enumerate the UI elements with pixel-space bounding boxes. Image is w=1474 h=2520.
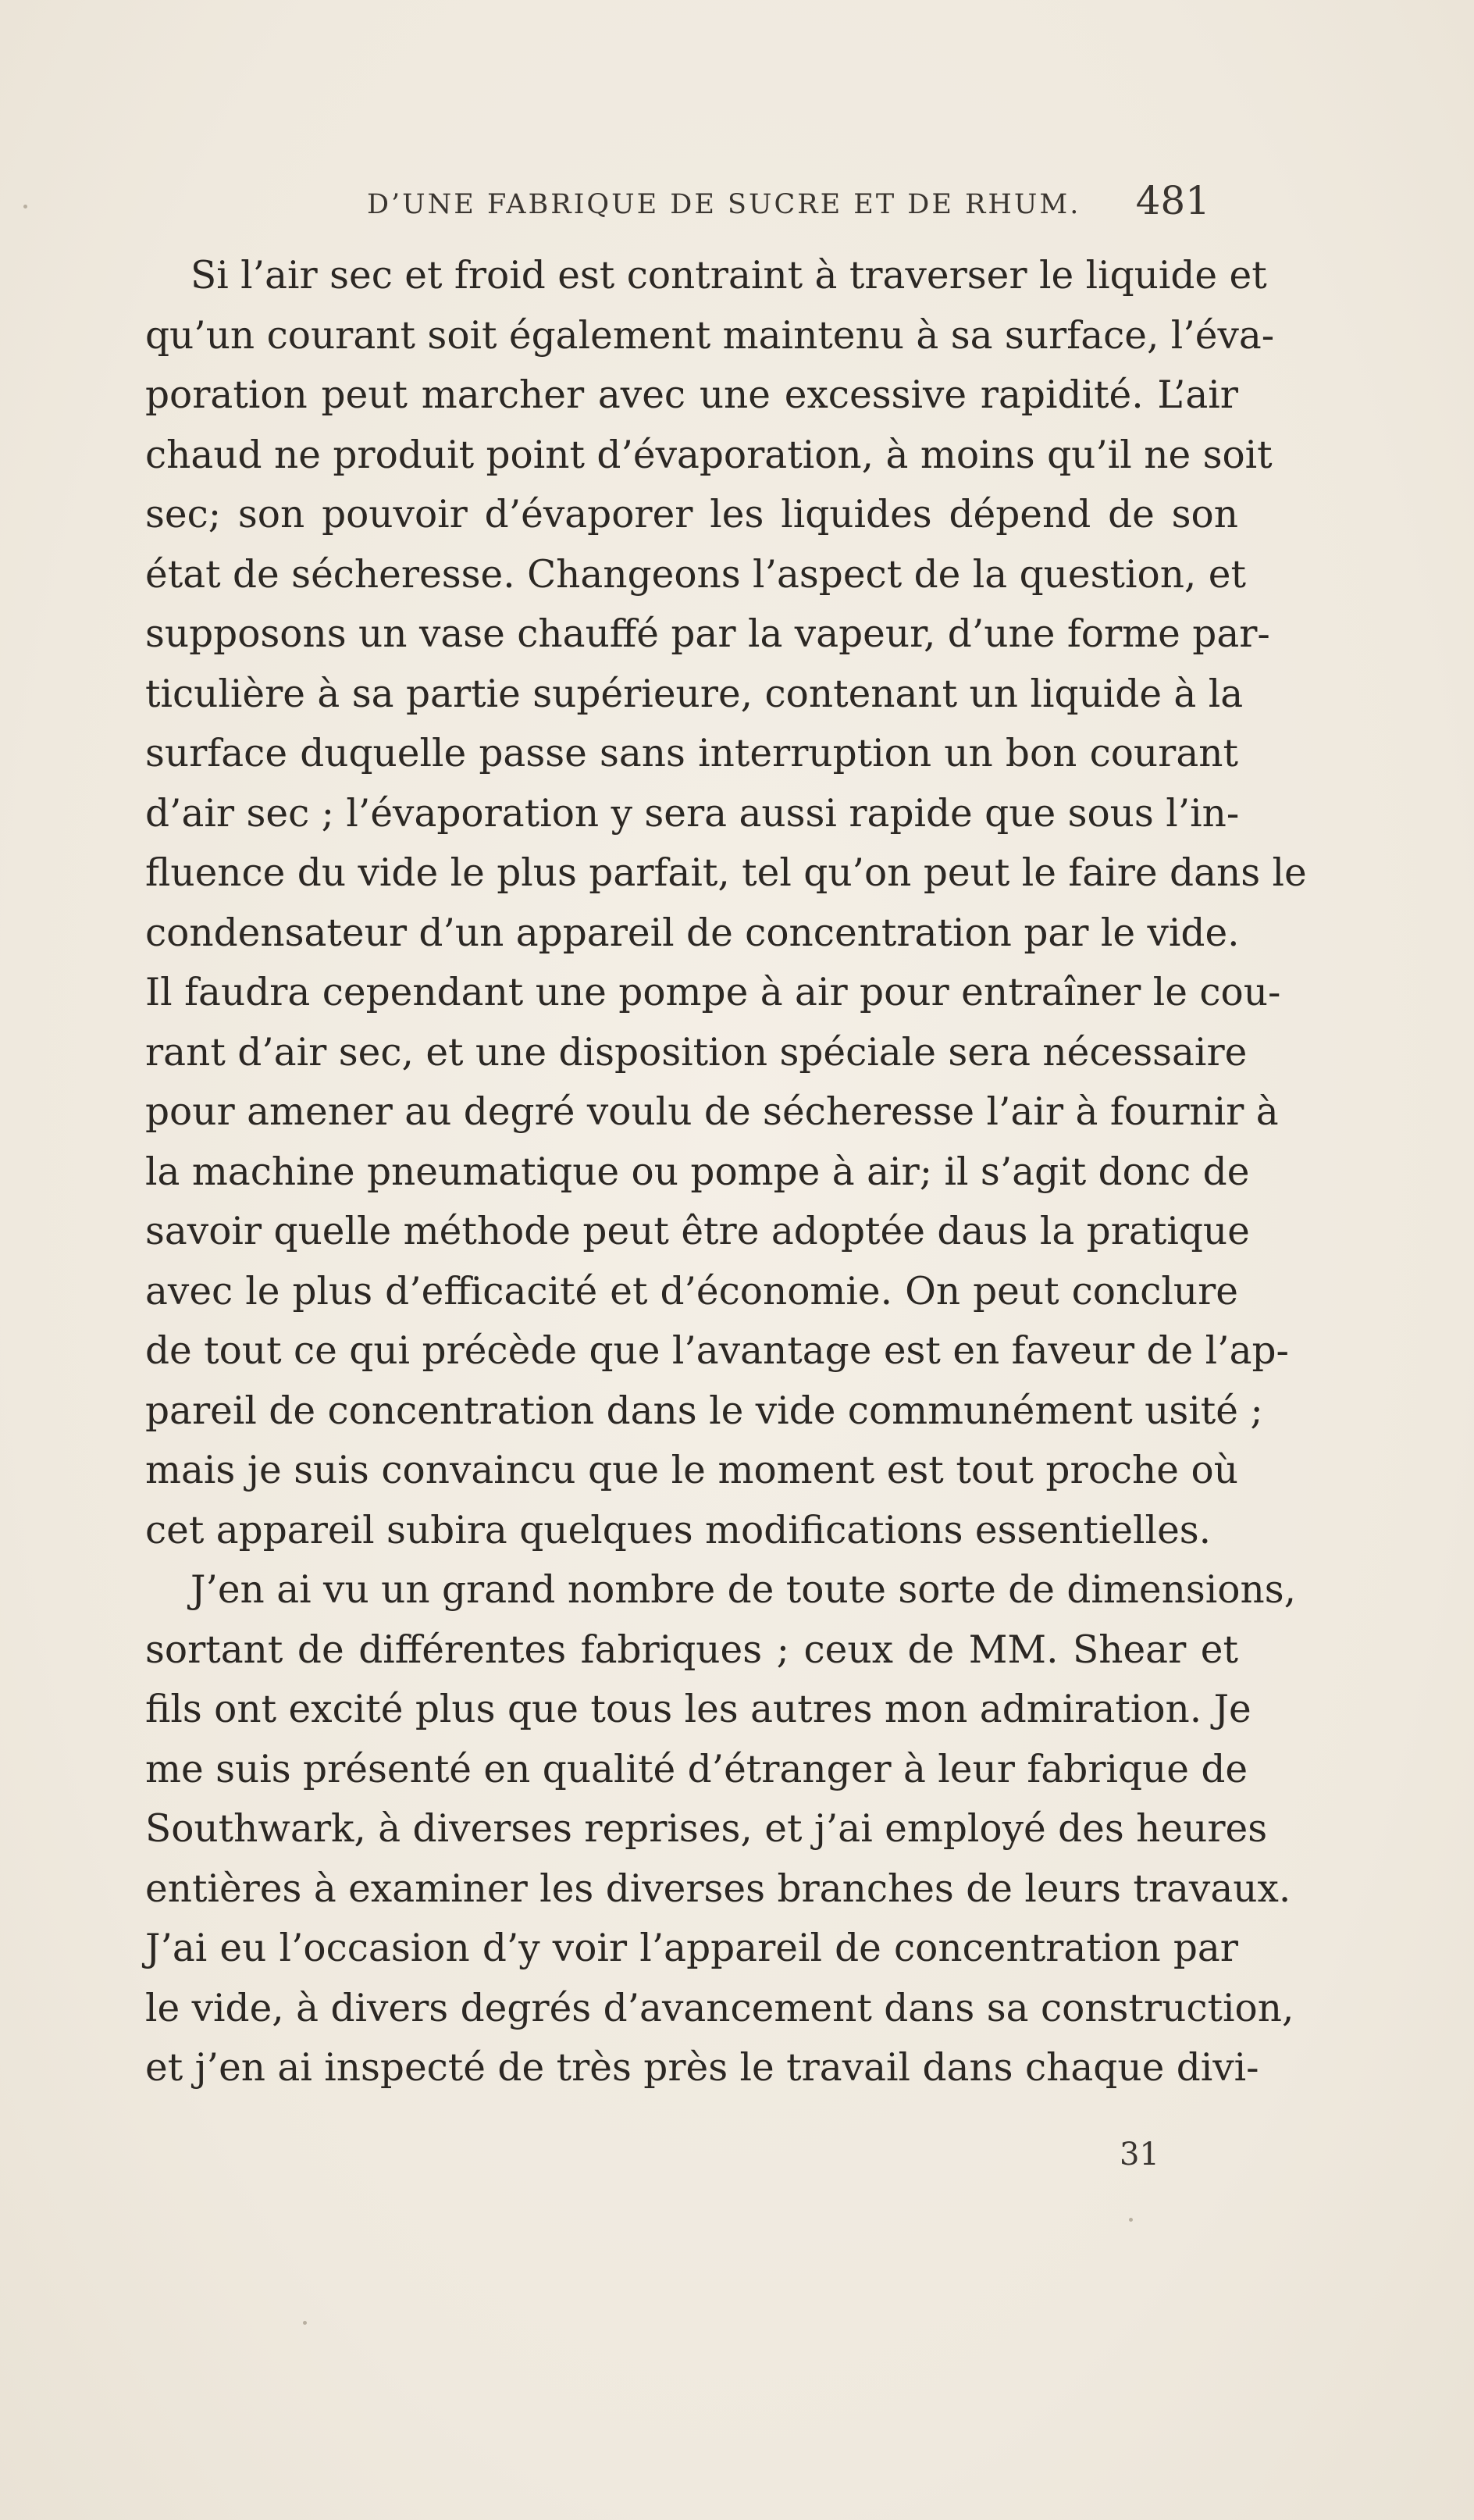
text-line: pour amener au degré voulu de sécheresse l’air à fournir à (145, 1090, 1279, 1134)
text-line: la machine pneumatique ou pompe à air; il s’agit donc de (145, 1150, 1250, 1194)
text-line: qu’un courant soit également maintenu à sa surface, l’éva- (145, 313, 1275, 358)
text-line: d’air sec ; l’évaporation y sera aussi rapide que sous l’in- (145, 791, 1240, 836)
text-line: poration peut marcher avec une excessive rapidité. L’air (145, 373, 1238, 417)
text-line: savoir quelle méthode peut être adoptée daus la pratique (145, 1210, 1250, 1253)
text-line: surface duquelle passe sans interruption un bon courant (145, 732, 1238, 775)
text-line: mais je suis convaincu que le moment est tout proche où (145, 1449, 1238, 1492)
text-line: supposons un vase chauffé par la vapeur, d’une forme par- (145, 612, 1270, 656)
text-line: J’en ai vu un grand nombre de toute sorte de dimensions, (190, 1568, 1296, 1612)
body-text (145, 246, 1307, 2098)
text-line: J’ai eu l’occasion d’y voir l’appareil de concentration par (145, 1927, 1238, 1970)
text-line: le vide, à divers degrés d’avancement dans sa construction, (145, 1986, 1294, 2030)
text-line: sec; son pouvoir d’évaporer les liquides dépend de son (145, 493, 1238, 536)
text-line: avec le plus d’efficacité et d’économie. On peut conclure (145, 1269, 1238, 1313)
text-line: Il faudra cependant une pompe à air pour entraîner le cou- (145, 971, 1281, 1014)
text-line: chaud ne produit point d’évaporation, à moins qu’il ne soit (145, 433, 1273, 477)
signature-mark: 31 (1120, 2137, 1159, 2172)
text-line: me suis présenté en qualité d’étranger à leur fabrique de (145, 1747, 1248, 1791)
text-line: état de sécheresse. Changeons l’aspect de la question, et (145, 552, 1246, 597)
text-line: sortant de différentes fabriques ; ceux de MM. Shear et (145, 1627, 1238, 1672)
text-line: rant d’air sec, et une disposition spéciale sera nécessaire (145, 1030, 1248, 1075)
text-line: de tout ce qui précède que l’avantage est en faveur de l’ap- (145, 1329, 1289, 1373)
paper-speck (1129, 2218, 1133, 2222)
text-line: Southwark, à diverses reprises, et j’ai employé des heures (145, 1807, 1268, 1851)
text-line: condensateur d’un appareil de concentration par le vide. (145, 911, 1240, 955)
page-number: 481 (1135, 178, 1210, 223)
text-line: pareil de concentration dans le vide communément usité ; (145, 1388, 1263, 1433)
text-line: cet appareil subira quelques modifications essentielles. (145, 1508, 1212, 1552)
paragraph-1 (145, 246, 1307, 1560)
text-line: fils ont excité plus que tous les autres mon admiration. Je (145, 1688, 1251, 1731)
paper-speck (303, 2321, 307, 2325)
text-line: fluence du vide le plus parfait, tel qu’on peut le faire dans le (145, 851, 1307, 895)
text-line: et j’en ai inspecté de très près le travail dans chaque divi- (145, 2046, 1259, 2090)
running-head (367, 178, 1234, 233)
running-title: D’UNE FABRIQUE DE SUCRE ET DE RHUM. (367, 189, 1081, 220)
paper-speck (23, 205, 27, 209)
text-line: Si l’air sec et froid est contraint à traverser le liquide et (190, 254, 1267, 298)
paragraph-2 (145, 1560, 1296, 2098)
text-line: ticulière à sa partie supérieure, contenant un liquide à la (145, 672, 1244, 716)
text-line: entières à examiner les diverses branches de leurs travaux. (145, 1866, 1291, 1911)
